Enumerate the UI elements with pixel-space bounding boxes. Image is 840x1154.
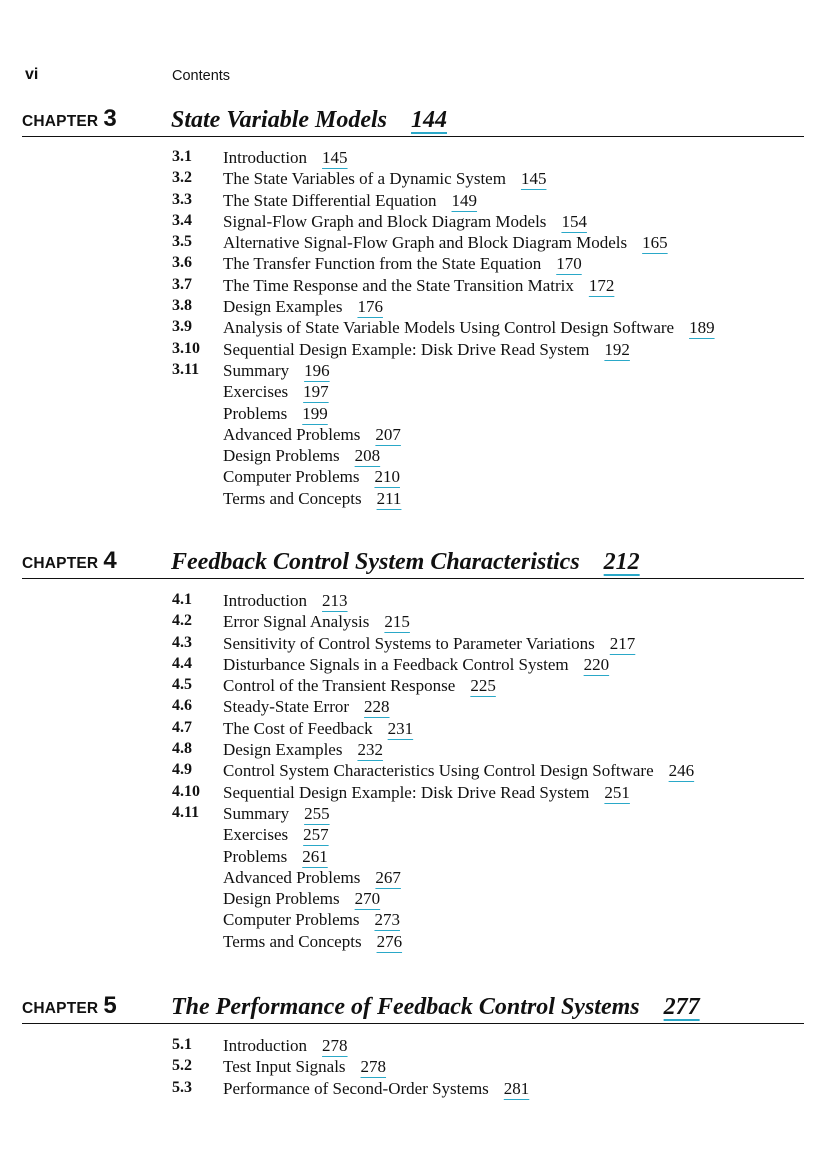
- section-page-link[interactable]: 215: [384, 612, 410, 632]
- toc-entry: [0, 719, 840, 740]
- section-title: The Transfer Function from the State Equation: [223, 254, 542, 274]
- toc-entry: [0, 868, 840, 889]
- chapter-title-line: [171, 107, 447, 134]
- section-page-link[interactable]: 207: [375, 424, 401, 444]
- toc-entry: [0, 612, 840, 633]
- section-page-link[interactable]: 170: [556, 254, 582, 274]
- toc-entry: [0, 467, 840, 488]
- toc-entry: [0, 489, 840, 510]
- chapter-page-link[interactable]: 277: [663, 994, 700, 1020]
- section-number: 4.10: [172, 782, 200, 800]
- chapter-title: Feedback Control System Characteristics: [171, 549, 580, 575]
- section-title-line: [223, 191, 477, 211]
- section-number: 3.1: [172, 148, 192, 165]
- chapter-title-line: [171, 994, 700, 1021]
- section-number: 4.1: [172, 591, 192, 608]
- toc-entry: [0, 191, 840, 212]
- section-page-link[interactable]: 196: [304, 360, 330, 380]
- section-page-link[interactable]: 225: [470, 676, 496, 696]
- section-page-link[interactable]: 257: [303, 825, 329, 845]
- section-page-link[interactable]: 281: [503, 1078, 530, 1098]
- chapter-page-link[interactable]: 212: [603, 549, 640, 575]
- section-number: 4.11: [172, 803, 200, 821]
- section-number: 3.11: [172, 360, 200, 378]
- toc-entry: [0, 254, 840, 275]
- section-title-line: [223, 783, 630, 803]
- section-title-line: [223, 1057, 386, 1077]
- section-title-line: [223, 148, 348, 168]
- section-title-line: [223, 804, 330, 824]
- section-title: Computer Problems: [223, 910, 360, 930]
- toc-entry: [0, 804, 840, 825]
- section-title-line: [223, 889, 380, 909]
- section-title-line: [223, 825, 329, 845]
- section-page-link[interactable]: 210: [374, 467, 400, 487]
- toc-entry: [0, 318, 840, 339]
- toc-entry: [0, 932, 840, 953]
- section-number: 3.4: [172, 211, 192, 229]
- section-title: Introduction: [223, 591, 308, 610]
- section-number: 4.2: [172, 612, 192, 630]
- toc-entry: [0, 1057, 840, 1078]
- section-title: Summary: [223, 803, 290, 823]
- toc-entry: [0, 889, 840, 910]
- chapter-title: The Performance of Feedback Control Systems: [171, 994, 640, 1020]
- section-title-line: [223, 847, 328, 867]
- toc-entry: [0, 783, 840, 804]
- toc-entry: [0, 297, 840, 318]
- section-page-link[interactable]: 278: [322, 1036, 348, 1055]
- section-title-line: [223, 340, 630, 360]
- section-title-line: [223, 1036, 348, 1056]
- section-title-line: [223, 425, 401, 445]
- chapter-section: [0, 104, 840, 510]
- chapter-word: CHAPTER: [22, 1000, 99, 1017]
- section-number: 5.1: [172, 1036, 192, 1053]
- section-page-link[interactable]: 228: [364, 697, 390, 717]
- toc-entry: [0, 446, 840, 467]
- section-number: 4.4: [172, 654, 192, 672]
- toc-entry: [0, 1079, 840, 1100]
- section-page-link[interactable]: 232: [357, 740, 383, 760]
- section-number: 4.3: [172, 633, 192, 651]
- section-number: 3.8: [172, 297, 192, 315]
- section-page-link[interactable]: 273: [374, 910, 400, 930]
- toc-entry: [0, 655, 840, 676]
- section-number: 3.2: [172, 169, 192, 187]
- section-number: 4.7: [172, 718, 192, 736]
- section-title: Problems: [223, 403, 288, 423]
- section-title-line: [223, 233, 668, 253]
- section-page-link[interactable]: 267: [375, 867, 401, 887]
- section-page-link[interactable]: 220: [583, 654, 610, 674]
- section-title: Advanced Problems: [223, 867, 361, 887]
- section-number: 4.6: [172, 697, 192, 715]
- section-number: 5.2: [172, 1057, 192, 1075]
- section-title: Sequential Design Example: Disk Drive Read System: [223, 339, 590, 359]
- section-title: Control System Characteristics Using Control Design Software: [223, 761, 654, 781]
- chapter-title: State Variable Models: [171, 107, 388, 133]
- section-title: Terms and Concepts: [223, 488, 362, 508]
- section-title: Advanced Problems: [223, 424, 361, 444]
- section-page-link[interactable]: 278: [360, 1057, 387, 1077]
- toc-entry: [0, 910, 840, 931]
- section-number: 3.6: [172, 254, 192, 272]
- toc-entry: [0, 591, 840, 612]
- section-title-line: [223, 634, 635, 654]
- section-page-link[interactable]: 145: [520, 169, 547, 189]
- toc-entry: [0, 425, 840, 446]
- section-title-line: [223, 254, 582, 274]
- section-page-link[interactable]: 231: [387, 718, 414, 738]
- section-page-link[interactable]: 192: [604, 339, 630, 359]
- chapter-label: [22, 105, 117, 133]
- section-title-line: [223, 591, 348, 611]
- section-page-link[interactable]: 208: [354, 446, 381, 466]
- chapter-heading: [22, 546, 804, 579]
- section-title: Steady-State Error: [223, 697, 350, 717]
- toc-entry: [0, 1036, 840, 1057]
- section-title-line: [223, 361, 330, 381]
- section-page-link[interactable]: 276: [376, 931, 403, 951]
- section-number: 3.9: [172, 318, 192, 336]
- page-number: vi: [25, 66, 39, 83]
- section-title: The Time Response and the State Transition Matrix: [223, 275, 574, 295]
- toc-entry: [0, 212, 840, 233]
- section-title: Analysis of State Variable Models Using Control Design Software: [223, 318, 675, 338]
- toc-entry: [0, 382, 840, 403]
- section-title-line: [223, 740, 383, 760]
- toc-entry: [0, 740, 840, 761]
- section-title-line: [223, 676, 496, 696]
- section-page-link[interactable]: 172: [588, 275, 615, 295]
- section-page-link[interactable]: 189: [689, 318, 715, 338]
- section-title-line: [223, 719, 413, 739]
- section-page-link[interactable]: 176: [357, 297, 383, 317]
- section-title-line: [223, 446, 380, 466]
- section-page-link[interactable]: 255: [304, 803, 330, 823]
- section-page-link[interactable]: 199: [302, 403, 328, 423]
- toc-entry: [0, 676, 840, 697]
- section-page-link[interactable]: 251: [604, 782, 630, 802]
- section-title: The State Differential Equation: [223, 190, 437, 210]
- toc-entry: [0, 634, 840, 655]
- section-title: Introduction: [223, 148, 308, 167]
- chapter-section: [0, 546, 840, 953]
- section-page-link[interactable]: 246: [668, 761, 695, 781]
- section-page-link[interactable]: 270: [354, 889, 381, 909]
- section-title: Exercises: [223, 825, 289, 845]
- toc-entry: [0, 404, 840, 425]
- section-list: [0, 591, 840, 953]
- section-page-link[interactable]: 211: [376, 488, 402, 508]
- section-title-line: [223, 655, 609, 675]
- chapter-section: [0, 991, 840, 1100]
- toc-entry: [0, 340, 840, 361]
- section-title-line: [223, 489, 401, 509]
- running-head: Contents: [172, 68, 231, 84]
- section-title: Exercises: [223, 382, 289, 402]
- section-title-line: [223, 318, 715, 338]
- section-title: Design Problems: [223, 446, 340, 466]
- section-title: Test Input Signals: [223, 1057, 346, 1077]
- section-title-line: [223, 404, 328, 424]
- toc-entry: [0, 276, 840, 297]
- section-title: Design Examples: [223, 740, 343, 760]
- section-title: Control of the Transient Response: [223, 676, 456, 696]
- section-title: Design Problems: [223, 889, 340, 909]
- section-title: Computer Problems: [223, 467, 360, 487]
- section-title: The State Variables of a Dynamic System: [223, 169, 506, 189]
- section-title-line: [223, 212, 587, 232]
- section-number: 4.5: [172, 676, 192, 694]
- section-page-link[interactable]: 165: [642, 233, 668, 253]
- section-page-link[interactable]: 217: [609, 633, 636, 653]
- section-title: Terms and Concepts: [223, 931, 362, 951]
- section-list: [0, 1036, 840, 1100]
- chapter-heading: [22, 104, 804, 137]
- section-title: Sensitivity of Control Systems to Parameter Variations: [223, 633, 595, 653]
- section-title: Sequential Design Example: Disk Drive Read System: [223, 782, 590, 802]
- section-number: 5.3: [172, 1078, 192, 1096]
- section-title: Summary: [223, 360, 290, 380]
- section-page-link[interactable]: 197: [303, 382, 329, 402]
- section-number: 4.8: [172, 740, 192, 758]
- section-number: 3.3: [172, 190, 192, 208]
- section-title: Disturbance Signals in a Feedback Control System: [223, 654, 569, 674]
- toc-entry: [0, 761, 840, 782]
- section-title: Error Signal Analysis: [223, 612, 370, 632]
- section-title-line: [223, 612, 410, 632]
- section-title-line: [223, 276, 614, 296]
- section-title-line: [223, 761, 694, 781]
- section-title: Problems: [223, 846, 288, 866]
- toc-entry: [0, 233, 840, 254]
- section-title-line: [223, 1079, 529, 1099]
- section-page-link[interactable]: 145: [322, 148, 348, 167]
- toc-entry: [0, 148, 840, 169]
- section-number: 3.7: [172, 275, 192, 293]
- chapter-number: 4: [103, 547, 117, 574]
- section-title-line: [223, 467, 400, 487]
- chapter-number: 5: [103, 992, 117, 1019]
- section-title: Signal-Flow Graph and Block Diagram Models: [223, 211, 547, 231]
- section-title-line: [223, 382, 329, 402]
- toc-entry: [0, 697, 840, 718]
- section-title: Performance of Second-Order Systems: [223, 1078, 489, 1098]
- section-title-line: [223, 697, 390, 717]
- toc-entry: [0, 825, 840, 846]
- section-page-link[interactable]: 149: [451, 190, 478, 210]
- chapter-number: 3: [103, 105, 117, 132]
- toc-entry: [0, 847, 840, 868]
- section-title: Introduction: [223, 1036, 308, 1055]
- chapter-heading: [22, 991, 804, 1024]
- chapter-word: CHAPTER: [22, 113, 99, 130]
- section-number: 3.5: [172, 233, 192, 251]
- toc-entry: [0, 169, 840, 190]
- section-number: 4.9: [172, 761, 192, 779]
- chapter-label: [22, 992, 117, 1020]
- section-title-line: [223, 169, 546, 189]
- section-title: Alternative Signal-Flow Graph and Block Diagram Models: [223, 233, 628, 253]
- section-title-line: [223, 910, 400, 930]
- section-list: [0, 148, 840, 510]
- section-title-line: [223, 932, 402, 952]
- section-page-link[interactable]: 154: [561, 211, 587, 231]
- section-title: Design Examples: [223, 297, 343, 317]
- section-page-link[interactable]: 213: [322, 591, 348, 610]
- section-title-line: [223, 297, 383, 317]
- section-title: The Cost of Feedback: [223, 718, 373, 738]
- chapter-label: [22, 547, 117, 575]
- chapter-page-link[interactable]: 144: [411, 107, 448, 133]
- section-page-link[interactable]: 261: [302, 846, 328, 866]
- section-number: 3.10: [172, 339, 200, 357]
- section-title-line: [223, 868, 401, 888]
- toc-entry: [0, 361, 840, 382]
- chapter-word: CHAPTER: [22, 555, 99, 572]
- chapter-title-line: [171, 549, 640, 576]
